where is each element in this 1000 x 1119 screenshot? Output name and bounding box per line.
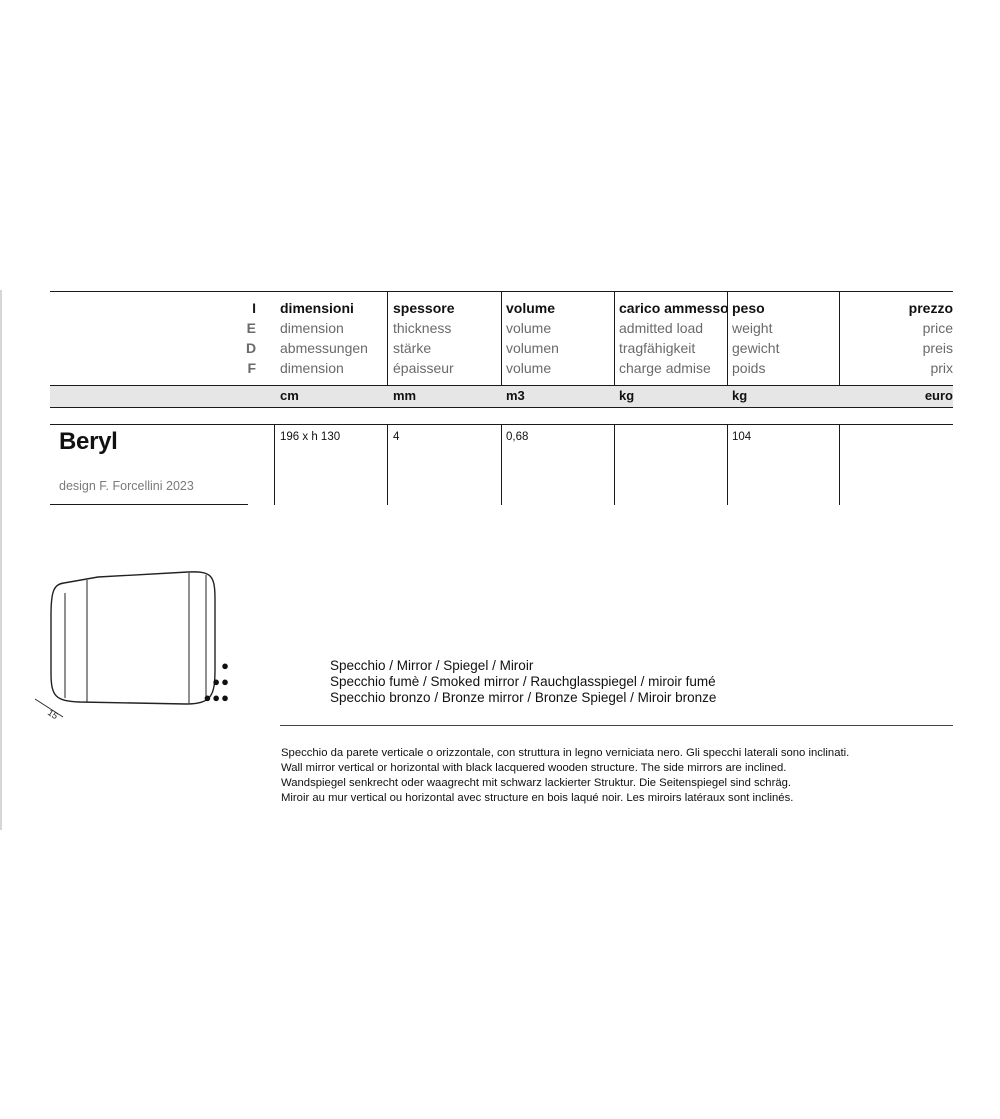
column-divider bbox=[274, 424, 275, 505]
description-line-de: Wandspiegel senkrecht oder waagrecht mit schwarz lackierter Struktur. Die Seitenspiegel sind schräg. bbox=[281, 777, 792, 789]
header-label-en: admitted load bbox=[619, 320, 704, 336]
unit-dimensions: cm bbox=[280, 388, 299, 403]
unit-thickness: mm bbox=[393, 388, 417, 403]
description-line-en: Wall mirror vertical or horizontal with black lacquered wooden structure. The side mirrors are inclined. bbox=[281, 762, 787, 774]
column-divider bbox=[387, 291, 388, 385]
column-divider bbox=[839, 291, 840, 385]
header-label-de: volumen bbox=[506, 340, 559, 356]
header-label-it: volume bbox=[506, 300, 556, 316]
column-divider bbox=[727, 424, 728, 505]
mirror-technical-drawing bbox=[28, 565, 223, 725]
product-name: Beryl bbox=[59, 428, 118, 455]
header-label-en: price bbox=[922, 320, 953, 336]
header-label-fr: prix bbox=[930, 360, 953, 376]
column-divider bbox=[501, 424, 502, 505]
column-divider bbox=[614, 291, 615, 385]
header-label-fr: épaisseur bbox=[393, 360, 454, 376]
header-label-fr: dimension bbox=[280, 360, 344, 376]
value-dimensions: 196 x h 130 bbox=[280, 431, 341, 443]
description-line-fr: Miroir au mur vertical ou horizontal avec structure en bois laqué noir. Les miroirs latéraux sont inclinés. bbox=[281, 792, 794, 804]
header-label-it: carico ammesso bbox=[619, 300, 729, 316]
dimension-label: 15 bbox=[45, 707, 60, 722]
column-divider bbox=[387, 424, 388, 505]
description-line-it: Specchio da parete verticale o orizzontale, con struttura in legno verniciata nero. Gli specchi laterali sono inclinati. bbox=[281, 747, 850, 759]
units-row bbox=[50, 385, 953, 408]
header-label-fr: charge admise bbox=[619, 360, 711, 376]
value-volume: 0,68 bbox=[506, 431, 529, 443]
page-edge-rule bbox=[0, 290, 2, 830]
unit-price: euro bbox=[924, 388, 953, 403]
header-label-fr: volume bbox=[506, 360, 552, 376]
mirror-outline bbox=[51, 572, 215, 704]
column-divider bbox=[614, 424, 615, 505]
language-code-fr: F bbox=[247, 360, 256, 376]
value-thickness: 4 bbox=[393, 431, 400, 443]
language-code-en: E bbox=[246, 320, 256, 336]
header-label-de: preis bbox=[922, 340, 953, 356]
header-label-en: volume bbox=[506, 320, 552, 336]
header-label-it: prezzo bbox=[908, 300, 953, 316]
language-code-de: D bbox=[246, 340, 257, 356]
language-code-it: I bbox=[252, 300, 256, 316]
header-label-it: spessore bbox=[393, 300, 455, 316]
header-label-fr: poids bbox=[732, 360, 766, 376]
unit-weight: kg bbox=[732, 388, 748, 403]
header-label-de: stärke bbox=[393, 340, 432, 356]
header-label-it: dimensioni bbox=[280, 300, 354, 316]
header-label-de: gewicht bbox=[732, 340, 780, 356]
finish-dots-icon: ● bbox=[221, 658, 230, 673]
product-designer: design F. Forcellini 2023 bbox=[59, 479, 194, 493]
finish-dots-icon: ●●● bbox=[203, 690, 230, 705]
finishes-divider bbox=[280, 725, 953, 726]
header-label-en: thickness bbox=[393, 320, 452, 336]
header-label-en: dimension bbox=[280, 320, 344, 336]
header-label-de: abmessungen bbox=[280, 340, 368, 356]
finish-label: Specchio / Mirror / Spiegel / Miroir bbox=[330, 658, 534, 673]
column-divider bbox=[501, 291, 502, 385]
value-weight: 104 bbox=[732, 431, 752, 443]
unit-volume: m3 bbox=[506, 388, 525, 403]
unit-admitted-load: kg bbox=[619, 388, 635, 403]
header-label-it: peso bbox=[732, 300, 765, 316]
finish-label: Specchio fumè / Smoked mirror / Rauchglasspiegel / miroir fumé bbox=[330, 674, 716, 689]
finish-label: Specchio bronzo / Bronze mirror / Bronze Spiegel / Miroir bronze bbox=[330, 690, 717, 705]
finish-dots-icon: ●● bbox=[212, 674, 230, 689]
header-label-de: tragfähigkeit bbox=[619, 340, 696, 356]
product-row-bottom-rule bbox=[50, 504, 248, 505]
column-divider bbox=[839, 424, 840, 505]
header-label-en: weight bbox=[732, 320, 773, 336]
